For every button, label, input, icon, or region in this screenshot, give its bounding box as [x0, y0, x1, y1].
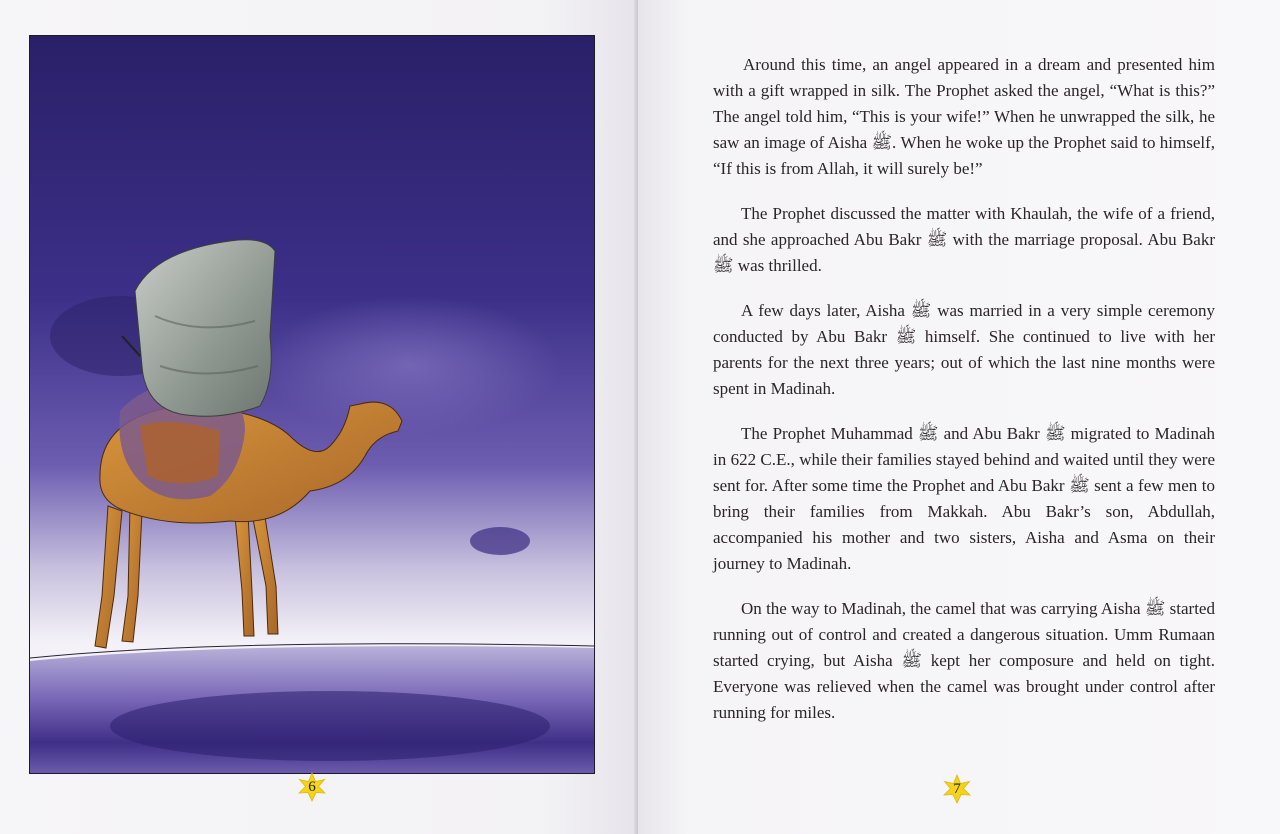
paragraph-1: Around this time, an angel appeared in a dream and presented him with a gift wrapped in silk. The Prophet asked the angel, “What is this?” The angel told him, “This is your wife!” When he unwrapped the silk, he saw an image of Aisha ﷺ. When he woke up the Prophet said to himself, “If this is from Allah, it will surely be!” [713, 55, 1215, 178]
paragraph-3: A few days later, Aisha ﷺ was married in a very simple ceremony conducted by Abu Bakr ﷺ himself. She continued to live with her parents for the next three years; out of which the last nine months were spent in Madinah. [713, 301, 1216, 398]
paragraph-4: The Prophet Muhammad ﷺ and Abu Bakr ﷺ migrated to Madinah in 622 C.E., while their families stayed behind and waited until they were sent for. After some time the Prophet and Abu Bakr ﷺ sent a few men to bring their families from Makkah. Abu Bakr’s son, Abdullah, accompanied his mother and two sisters, Aisha and Asma on their journey to Madinah. [713, 424, 1216, 573]
left-page [0, 0, 638, 834]
page-number-star-right [942, 774, 972, 804]
page-number-star-left [297, 772, 327, 802]
camel-illustration [29, 35, 595, 774]
watercolor-camel-scene [30, 36, 595, 774]
paragraph-5: On the way to Madinah, the camel that was carrying Aisha ﷺ started running out of control and created a dangerous situation. Umm Rumaan started crying, but Aisha ﷺ kept her composure and held on tight. Everyone was relieved when the camel was brought under control after running for miles. [713, 599, 1215, 722]
story-text [713, 52, 1215, 745]
page-number-right: 7 [953, 781, 961, 797]
page-number-left: 6 [308, 779, 316, 795]
paragraph-2: The Prophet discussed the matter with Khaulah, the wife of a friend, and she approached Abu Bakr ﷺ with the marriage proposal. Abu Bakr ﷺ was thrilled. [713, 204, 1216, 275]
